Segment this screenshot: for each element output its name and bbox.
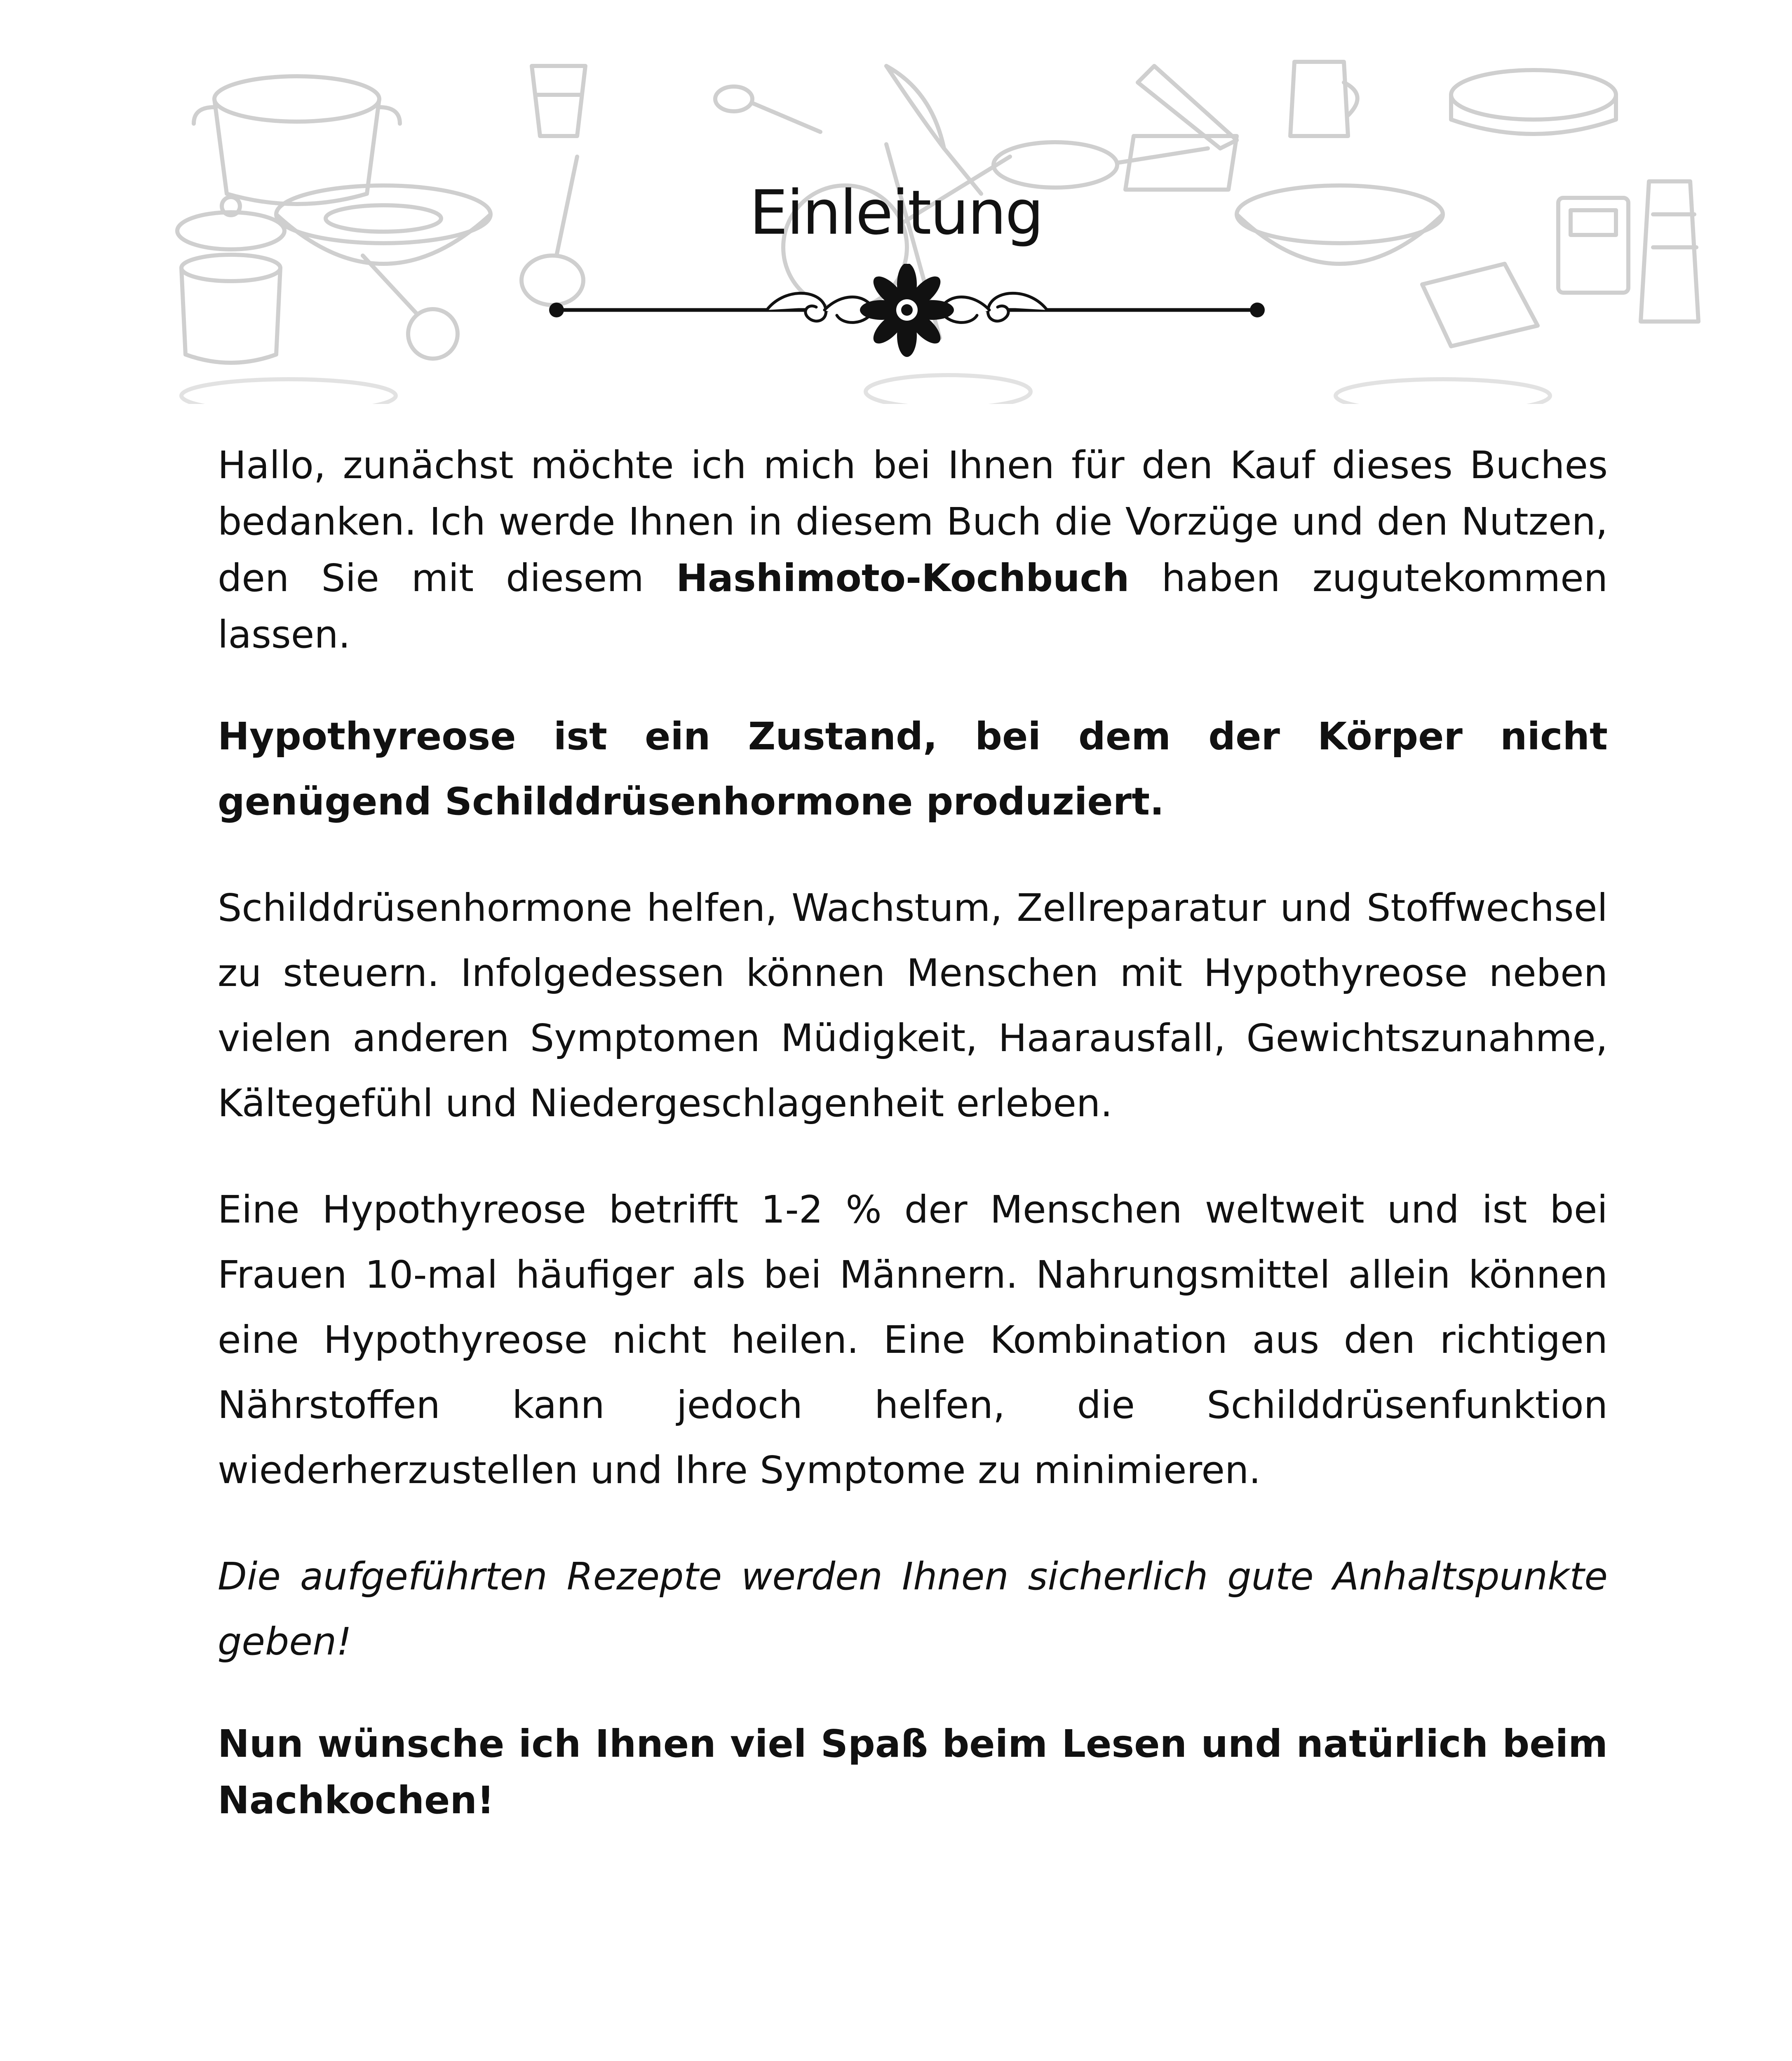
intro-text-start: Hallo, zunächst möchte ich mich bei Ihnen für den Kauf dieses Buches bedanken. Ich werde Ihnen in diesem Buch die Vorzüge und den Nutzen, den Sie mit diesem	[218, 443, 1608, 600]
ornamental-divider	[536, 264, 1278, 363]
chapter-body	[218, 437, 1608, 1870]
intro-paragraph	[218, 437, 1608, 663]
spoon-icon	[715, 87, 820, 132]
skimmer-icon	[363, 256, 458, 359]
cake-ring-icon	[1451, 70, 1616, 134]
flower-ornament-icon	[860, 264, 954, 357]
intro-text-end: haben zugutekommen lassen.	[218, 556, 1608, 657]
recipes-note-paragraph: Die aufgeführten Rezepte werden Ihnen sicherlich gute Anhaltspunkte geben!	[218, 1554, 1608, 1664]
book-title-highlight: Hashimoto-Kochbuch	[676, 556, 1130, 600]
definition-paragraph: Hypothyreose ist ein Zustand, bei dem der Körper nicht genügend Schilddrüsenhormone produziert.	[218, 714, 1608, 824]
jug-icon	[1290, 62, 1358, 136]
chapter-title: Einleitung	[749, 177, 1043, 248]
closing-paragraph: Nun wünsche ich Ihnen viel Spaß beim Lesen und natürlich beim Nachkochen!	[218, 1722, 1608, 1822]
small-pot-icon	[181, 255, 280, 363]
hormones-paragraph: Schilddrüsenhormone helfen, Wachstum, Zellreparatur und Stoffwechsel zu steuern. Infolgedessen können Menschen mit Hypothyreose neben vielen anderen Symptomen Müdigkeit, Haarausfall, Gewichtszunahme, Kältegefühl und Niedergeschlagenheit erleben.	[218, 886, 1608, 1125]
towel-icon	[1422, 264, 1538, 346]
whisk-icon	[886, 66, 981, 194]
prevalence-paragraph: Eine Hypothyreose betrifft 1-2 % der Menschen weltweit und ist bei Frauen 10-mal häufiger als bei Männern. Nahrungsmittel allein können eine Hypothyreose nicht heilen. Eine Kombination aus den richtigen Nährstoffen kann jedoch helfen, die Schilddrüsenfunktion wiederherzustellen und Ihre Symptome zu minimieren.	[218, 1188, 1608, 1492]
sketch-shadows-icon	[181, 375, 1550, 404]
glass-icon	[532, 66, 585, 136]
